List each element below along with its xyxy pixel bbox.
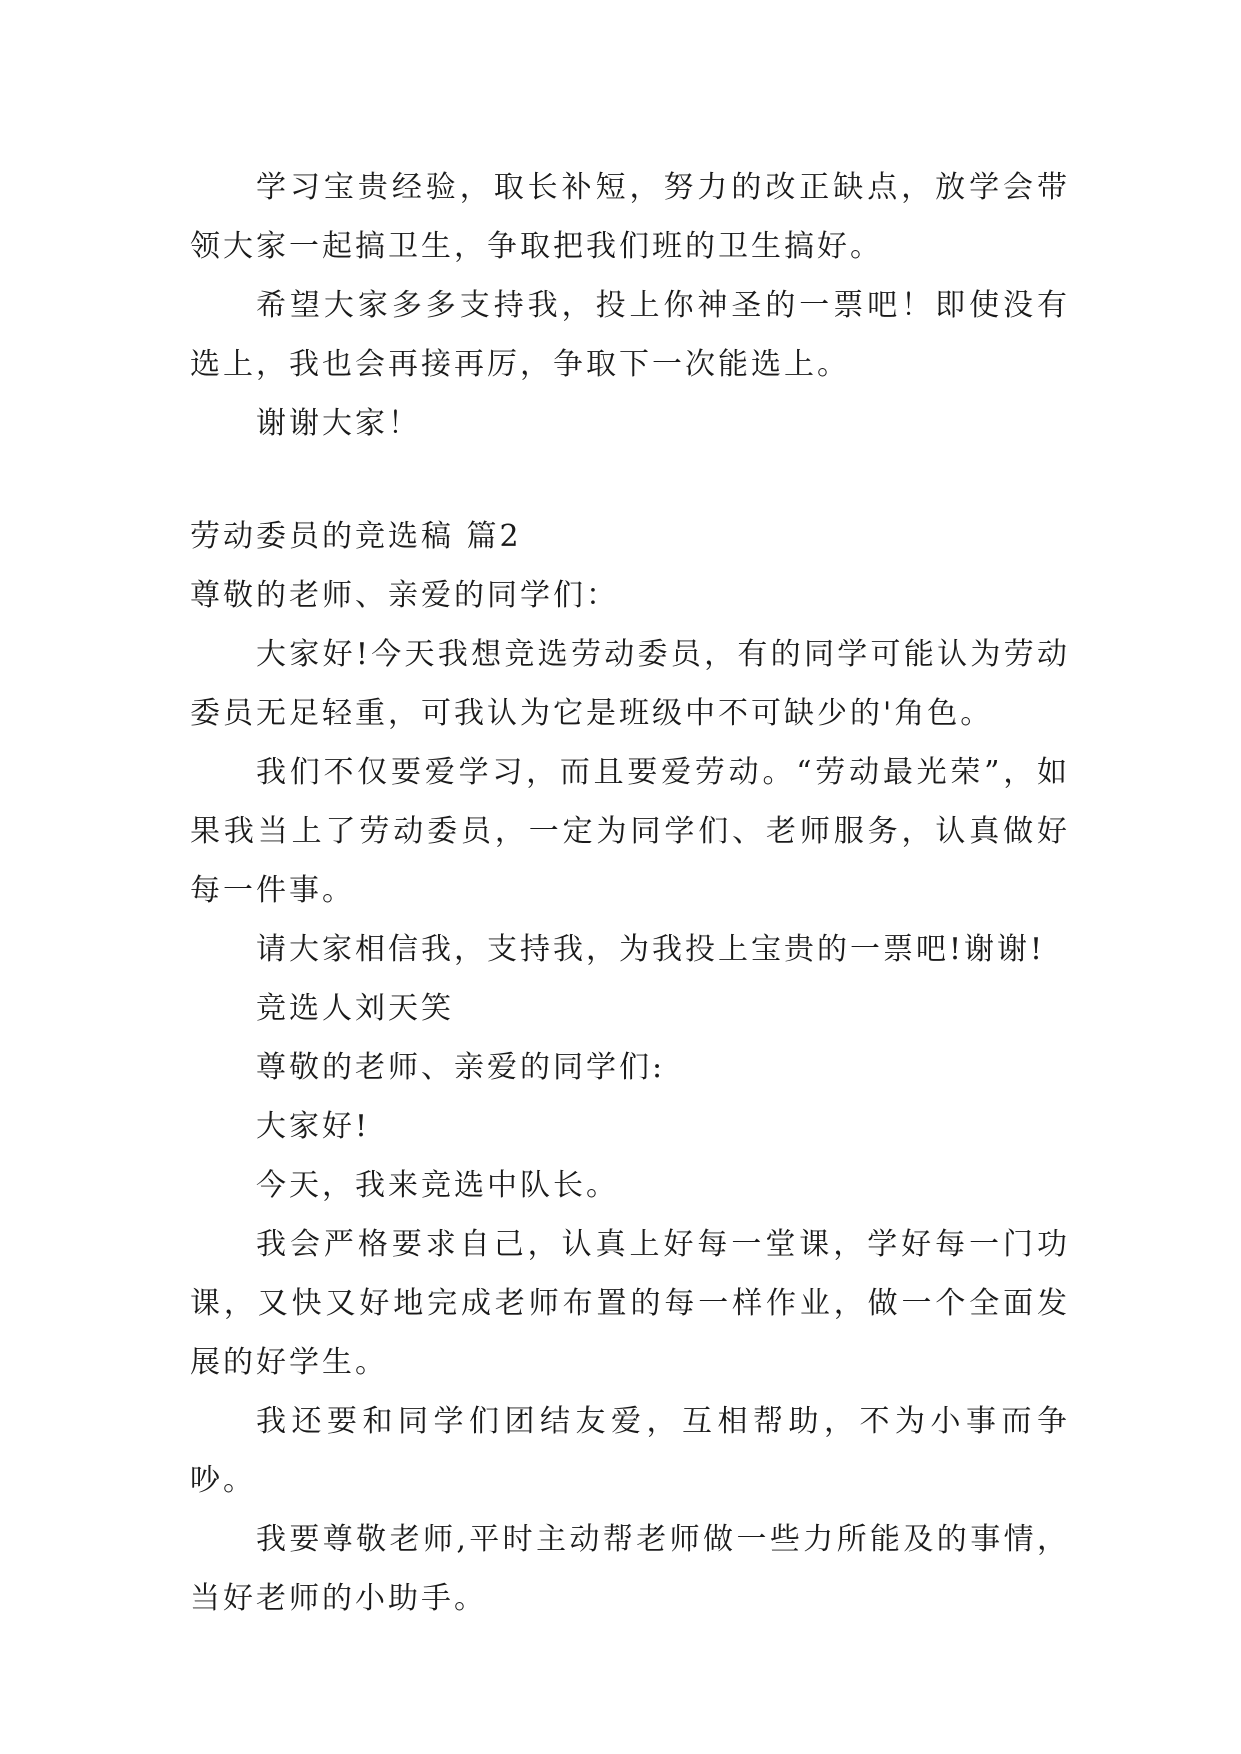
paragraph: 学习宝贵经验，取长补短，努力的改正缺点，放学会带领大家一起搞卫生，争取把我们班的卫生搞好。 — [190, 170, 1070, 264]
paragraph: 我还要和同学们团结友爱，互相帮助，不为小事而争吵。 — [190, 1404, 1070, 1498]
section-title: 劳动委员的竞选稿 篇2 — [190, 519, 522, 554]
paragraph: 我会严格要求自己，认真上好每一堂课，学好每一门功课，又快又好地完成老师布置的每一样作业，做一个全面发展的好学生。 — [190, 1227, 1070, 1380]
document-page — [190, 158, 1070, 1628]
paragraph: 大家好! — [256, 1109, 371, 1144]
greeting: 尊敬的老师、亲爱的同学们： — [190, 578, 619, 613]
paragraph: 请大家相信我，支持我，为我投上宝贵的一票吧!谢谢! — [256, 932, 1046, 967]
paragraph: 希望大家多多支持我，投上你神圣的一票吧！即使没有选上，我也会再接再厉，争取下一次能选上。 — [190, 288, 1070, 382]
paragraph: 尊敬的老师、亲爱的同学们: — [256, 1050, 666, 1085]
section-gap — [190, 453, 1070, 507]
paragraph: 大家好!今天我想竞选劳动委员，有的同学可能认为劳动委员无足轻重，可我认为它是班级中不可缺少的'角色。 — [190, 637, 1070, 731]
paragraph: 谢谢大家！ — [256, 406, 421, 441]
paragraph: 我要尊敬老师,平时主动帮老师做一些力所能及的事情，当好老师的小助手。 — [190, 1522, 1070, 1616]
signature-line: 竞选人刘天笑 — [256, 991, 454, 1026]
paragraph: 我们不仅要爱学习，而且要爱劳动。“劳动最光荣”，如果我当上了劳动委员，一定为同学们、老师服务，认真做好每一件事。 — [190, 755, 1070, 908]
paragraph: 今天，我来竞选中队长。 — [256, 1168, 619, 1203]
